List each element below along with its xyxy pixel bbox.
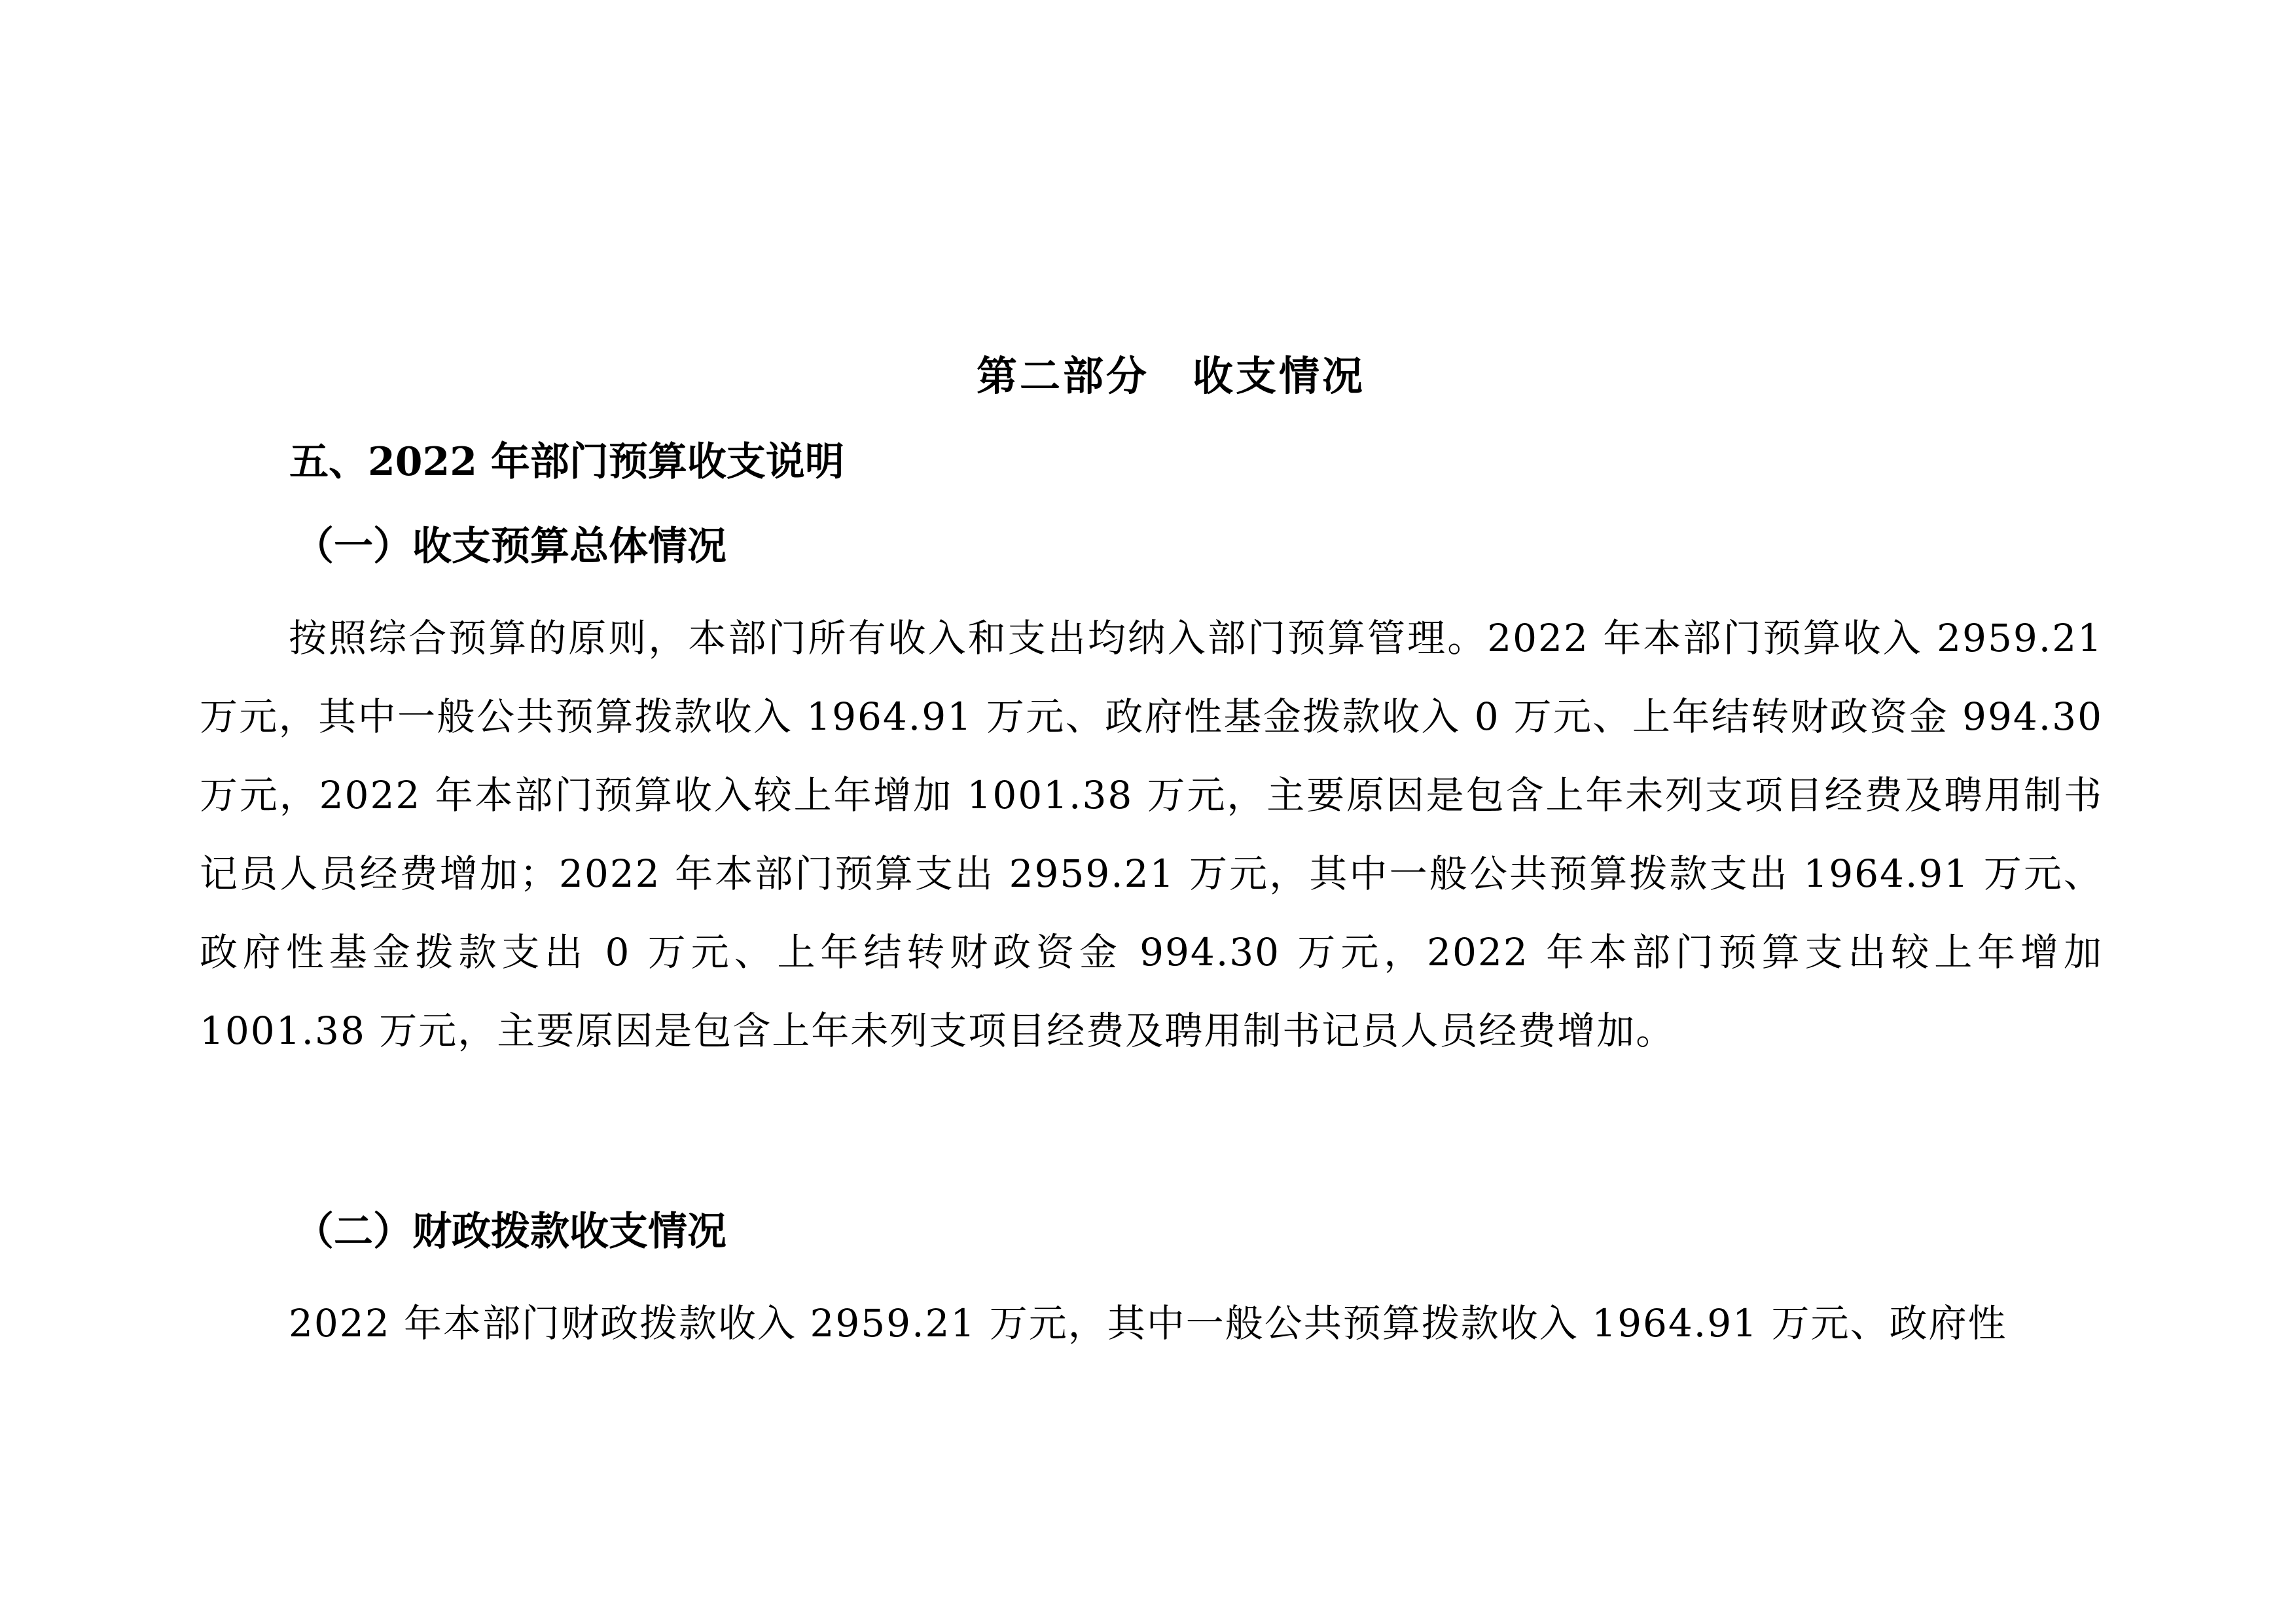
part-title: 第二部分 收支情况 (976, 352, 1365, 400)
subsection-heading-1: （一）收支预算总体情况 (295, 524, 726, 569)
paragraph-fiscal-appropriation: 2022 年本部门财政拨款收入 2959.21 万元，其中一般公共预算拨款收入 1964.91 万元、政府性 (289, 1301, 2007, 1346)
subsection-heading-2: （二）财政拨款收支情况 (295, 1209, 726, 1255)
paragraph-overall-budget: 按照综合预算的原则，本部门所有收入和支出均纳入部门预算管理。2022 年本部门预算收入 2959.21 万元，其中一般公共预算拨款收入 1964.91 万元、政府性基金拨款收入 0 万元、上年结转财政资金 994.30 万元，2022 年本部门预算收入较上年增加 1001.38 万元，主要原因是包含上年未列支项目经费及聘用制书记员人员经费增加；2022 年本部门预算支出 2959.21 万元，其中一般公共预算拨款支出 1964.91 万元、政府性基金拨款支出 0 万元、上年结转财政资金 994.30 万元，2022 年本部门预算支出较上年增加 1001.38 万元，主要原因是包含上年未列支项目经费及聘用制书记员人员经费增加。 (200, 616, 2103, 1053)
section-heading: 五、2022 年部门预算收支说明 (289, 439, 844, 485)
